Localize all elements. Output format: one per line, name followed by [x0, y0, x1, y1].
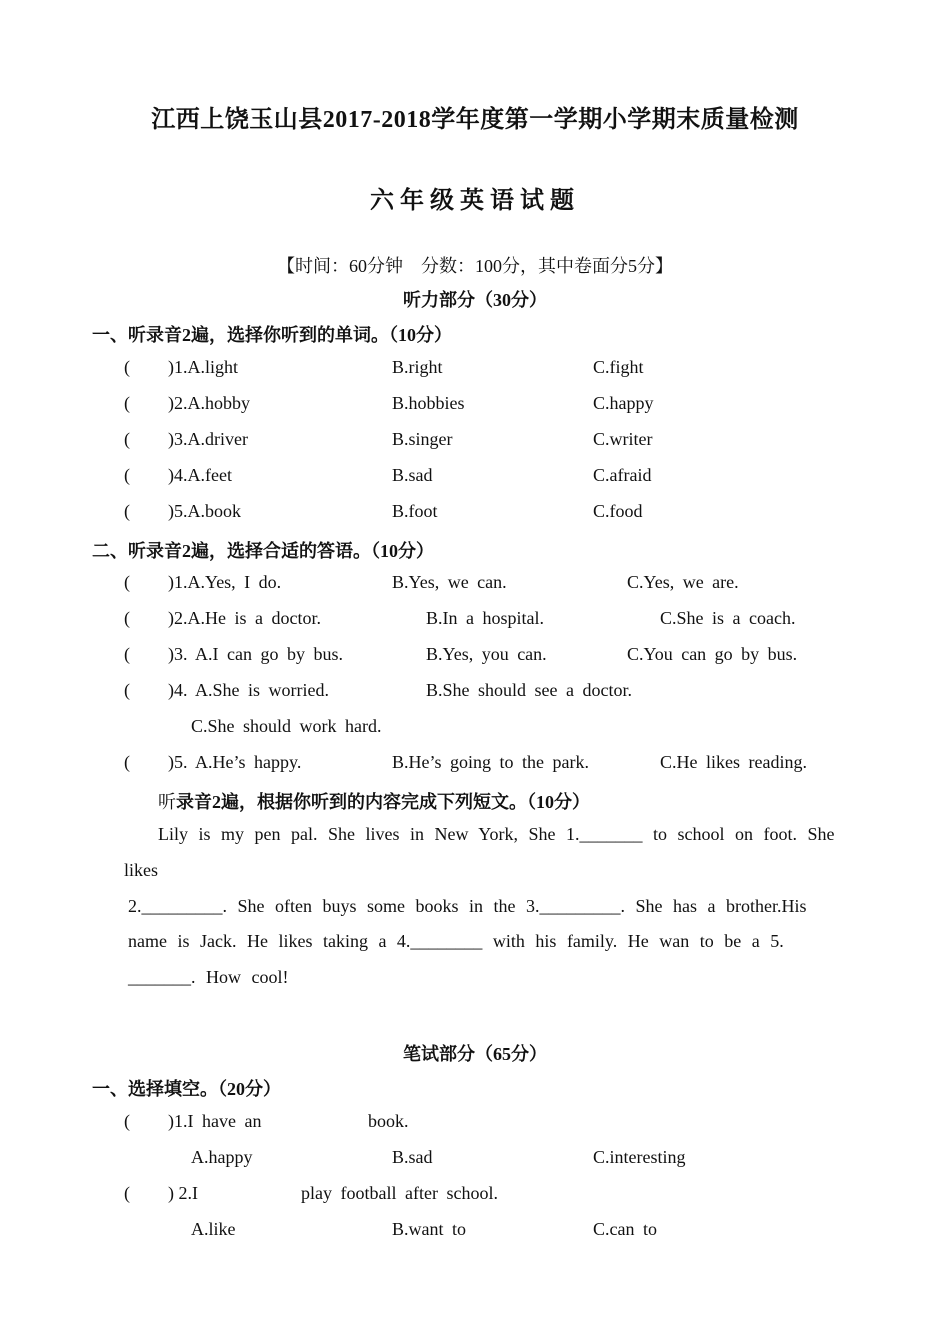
exam-title: 江西上饶玉山县2017-2018学年度第一学期小学期末质量检测: [151, 107, 799, 133]
option-b: B.In a hospital.: [426, 608, 544, 628]
answer-paren: (: [124, 680, 130, 700]
answer-paren: (: [124, 608, 130, 628]
option-b: B.Yes, we can.: [392, 572, 507, 592]
option-a: A.happy: [191, 1147, 253, 1167]
heading-prefix: 听: [158, 792, 176, 812]
option-b: B.singer: [392, 429, 453, 449]
listening-section2-heading: 二、听录音2遍，选择合适的答语。（10分）: [92, 541, 434, 561]
option-c: C.You can go by bus.: [627, 644, 798, 664]
question-text-end: play football after school.: [301, 1183, 498, 1203]
option-b: B.hobbies: [392, 393, 465, 413]
option-c: C.She should work hard.: [191, 716, 382, 736]
question-text: )5. A.He’s happy.: [168, 752, 302, 772]
answer-paren: (: [124, 501, 130, 521]
option-c: C.afraid: [593, 465, 652, 485]
question-text: )1.A.Yes, I do.: [168, 572, 282, 592]
option-c: C.happy: [593, 393, 654, 413]
option-b: B.She should see a doctor.: [426, 680, 632, 700]
heading-text: 录音2遍，根据你听到的内容完成下列短文。（10分）: [176, 792, 590, 812]
answer-paren: (: [124, 1111, 130, 1131]
question-text: )3. A.I can go by bus.: [168, 644, 343, 664]
option-c: C.can to: [593, 1219, 657, 1239]
listening-heading: 听力部分（30分）: [403, 290, 547, 310]
question-text-end: book.: [368, 1111, 409, 1131]
option-b: B.sad: [392, 465, 433, 485]
answer-paren: (: [124, 644, 130, 664]
answer-paren: (: [124, 465, 130, 485]
question-text: )3.A.driver: [168, 429, 248, 449]
listening-section1-heading: 一、听录音2遍，选择你听到的单词。（10分）: [92, 325, 452, 345]
option-c: C.writer: [593, 429, 653, 449]
passage-line: _______. How cool!: [128, 967, 289, 987]
question-text: )2.A.hobby: [168, 393, 250, 413]
option-b: B.foot: [392, 501, 438, 521]
question-text: )5.A.book: [168, 501, 241, 521]
option-c: C.Yes, we are.: [627, 572, 739, 592]
option-a: A.like: [191, 1219, 236, 1239]
exam-subtitle: 六年级英语试题: [370, 188, 580, 214]
question-text: )4. A.She is worried.: [168, 680, 329, 700]
answer-paren: (: [124, 357, 130, 377]
answer-paren: (: [124, 429, 130, 449]
writing-heading: 笔试部分（65分）: [403, 1044, 547, 1064]
passage-line: Lily is my pen pal. She lives in New York, She 1._______ to school on foot. She: [158, 824, 835, 844]
option-b: B.He’s going to the park.: [392, 752, 589, 772]
listening-section3-heading: [158, 788, 590, 814]
option-c: C.food: [593, 501, 643, 521]
answer-paren: (: [124, 572, 130, 592]
option-c: C.interesting: [593, 1147, 686, 1167]
question-text: )2.A.He is a doctor.: [168, 608, 321, 628]
writing-section1-heading: 一、选择填空。（20分）: [92, 1079, 281, 1099]
question-text: )1.A.light: [168, 357, 238, 377]
exam-meta: 【时间：60分钟 分数：100分，其中卷面分5分】: [277, 256, 673, 276]
passage-line: name is Jack. He likes taking a 4.________ with his family. He wan to be a 5.: [128, 931, 784, 951]
answer-paren: (: [124, 393, 130, 413]
option-b: B.right: [392, 357, 443, 377]
answer-paren: (: [124, 1183, 130, 1203]
passage-line: likes: [124, 860, 158, 880]
option-c: C.fight: [593, 357, 644, 377]
passage-line: 2._________. She often buys some books in the 3._________. She has a brother.His: [128, 896, 807, 916]
option-c: C.He likes reading.: [660, 752, 807, 772]
question-text: )1.I have an: [168, 1111, 262, 1131]
option-c: C.She is a coach.: [660, 608, 796, 628]
option-b: B.Yes, you can.: [426, 644, 547, 664]
option-b: B.sad: [392, 1147, 433, 1167]
question-text: ) 2.I: [168, 1183, 198, 1203]
option-b: B.want to: [392, 1219, 466, 1239]
answer-paren: (: [124, 752, 130, 772]
question-text: )4.A.feet: [168, 465, 232, 485]
